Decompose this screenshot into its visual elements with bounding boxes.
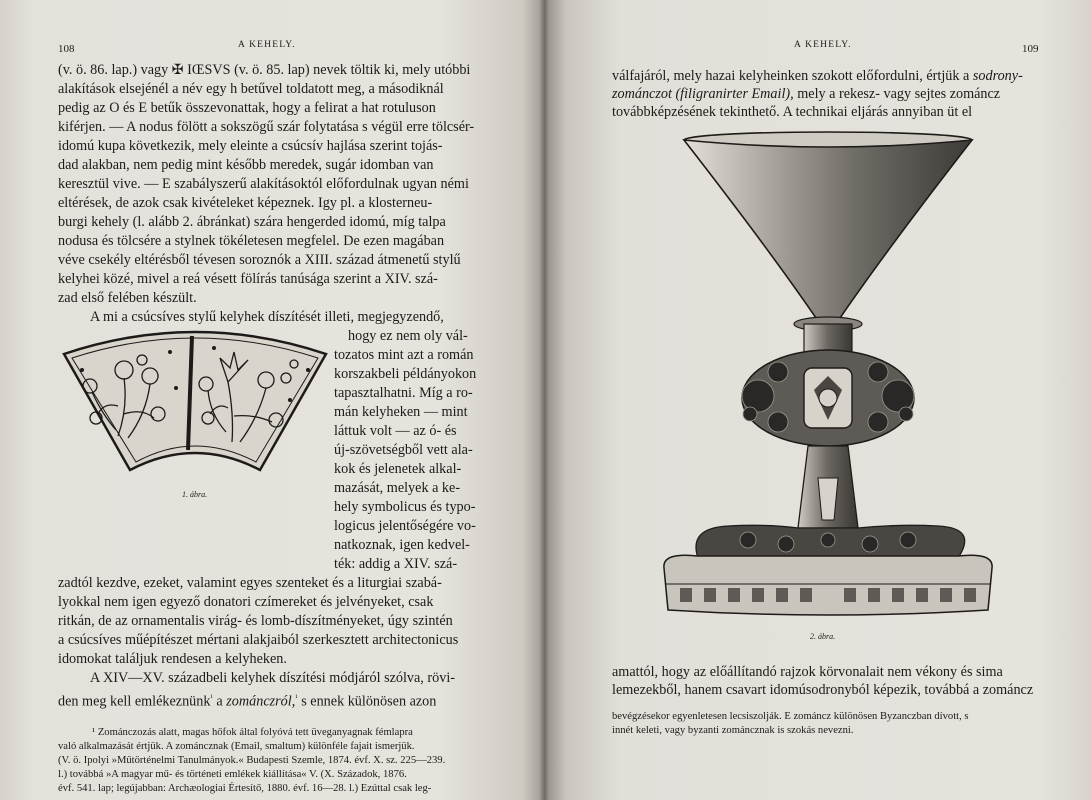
text-line: hogy ez nem oly vál- bbox=[348, 328, 468, 344]
figure-1-enamel-ornament bbox=[58, 318, 332, 500]
text-line: lemezekből, hanem csavart idomúsodronyból képezik, továbbá a zománcz bbox=[612, 682, 1034, 698]
footnote-line: l.) továbbá »A magyar mű- és történeti emlékek kiállítása« V. (X. Századok, 1876. bbox=[58, 769, 407, 780]
text-line: alakítások elsejénél a név egy h betűvel toldatott meg, a másodiknál bbox=[58, 81, 444, 97]
page-number: 109 bbox=[1022, 43, 1039, 55]
book-gutter bbox=[539, 0, 549, 800]
text-line: zadtól kezdve, ezeket, valamint egyes szenteket és a liturgiai szabá- bbox=[58, 575, 442, 591]
footnote-line: (V. ö. Ipolyi »Műtörténelmi Tanulmányok.« Budapesti Szemle, 1874. évf. X. sz. 225—239. bbox=[58, 755, 446, 766]
text-line: láttuk volt — az ó- és bbox=[334, 423, 457, 439]
figure-caption: 2. ábra. bbox=[810, 632, 836, 641]
footnote-line: innét keleti, vagy byzanti zománcznak is szokás nevezni. bbox=[612, 725, 854, 736]
right-page bbox=[544, 0, 1091, 800]
figure-2-gothic-chalice bbox=[658, 128, 998, 628]
text-line: továbbképzésének tekinthető. A technikai eljárás annyiban üt el bbox=[612, 104, 973, 120]
text-line: (v. ö. 86. lap.) vagy ✠ IŒSVS (v. ö. 85. lap) nevek töltik ki, mely utóbbi bbox=[58, 62, 471, 78]
text-line: amattól, hogy az előállítandó rajzok körvonalait nem vékony és sima bbox=[612, 664, 1003, 680]
text-line: véve csekély eltérésből tévesen soroznók a XIII. század átmenetű stylű bbox=[58, 252, 461, 268]
text-line: tapasztalhatni. Míg a ro- bbox=[334, 385, 473, 401]
text-line: eltérések, de azok csak kivételeket képeznek. Igy pl. a klosterneu- bbox=[58, 195, 433, 211]
text-line: burgi kehely (l. alább 2. ábránkat) szára hengerded idomú, míg talpa bbox=[58, 214, 446, 230]
text-line: A mi a csúcsíves stylű kelyhek díszítését illeti, megjegyzendő, bbox=[90, 309, 444, 325]
text-line: zománczot (filigranirter Email), mely a rekesz- vagy sejtes zománcz bbox=[612, 86, 1001, 102]
text-line: kok és jelenetek alkal- bbox=[334, 461, 462, 477]
text-line: mán kelyheken — mint bbox=[334, 404, 468, 420]
footnote-line: bevégzésekor egyenletesen lecsiszolják. E zománcz különösen Byzanczban dívott, s bbox=[612, 711, 969, 722]
text-line: új-szövetségből vett ala- bbox=[334, 442, 473, 458]
text-line: kiférjen. — A nodus fölött a sokszögű szár folytatása s végül erre tölcsér- bbox=[58, 119, 475, 135]
text-line: nodusa és tölcsére a stylnek tökéletesen megfelel. De ezen magában bbox=[58, 233, 445, 249]
footnote-line: ¹ Zománczozás alatt, magas hőfok által folyóvá tett üveganyagnak fémlapra bbox=[92, 727, 413, 738]
footnote-line: évf. 541. lap; legújabban: Archæologiai Értesítő, 1880. évf. 16—28. l.) Ezúttal csak leg- bbox=[58, 783, 432, 794]
text-line: mazását, melyek a ke- bbox=[334, 480, 461, 496]
text-line: idomokat találjuk rendesen a kelyheken. bbox=[58, 651, 287, 667]
text-line: hely symbolicus és typo- bbox=[334, 499, 476, 515]
text-line: dad alakban, nem pedig mint később meredek, sugár idomban van bbox=[58, 157, 434, 173]
text-line: ték: addig a XIV. szá- bbox=[334, 556, 458, 572]
text-line: tozatos mint azt a román bbox=[334, 347, 474, 363]
text-line: den meg kell emlékeznünk$^{^1}$ a zománczról,$^{^1}$ s ennek különösen azon bbox=[58, 693, 437, 710]
text-line: idomú kupa következik, mely eleinte a csúcsív hajlása szerint tojás- bbox=[58, 138, 443, 154]
left-page bbox=[0, 0, 544, 800]
footnote-line: való alkalmazását értjük. A zománcznak (Email, smaltum) különféle fajait ismerjük. bbox=[58, 741, 415, 752]
figure-caption: 1. ábra. bbox=[182, 490, 208, 499]
text-line: válfajáról, mely hazai kelyheinken szokott előfordulni, értjük a sodrony- bbox=[612, 68, 1023, 84]
text-line: ritkán, de az ornamentalis virág- és lomb-díszítményeket, úgy szintén bbox=[58, 613, 453, 629]
running-head: A KEHELY. bbox=[794, 40, 852, 50]
text-line: a csúcsíves műépítészet mértani alakjaiból szerkesztett architectonicus bbox=[58, 632, 459, 648]
text-line: A XIV—XV. századbeli kelyhek díszítési módjáról szólva, rövi- bbox=[90, 670, 455, 686]
text-line: zad első felében készült. bbox=[58, 290, 197, 306]
text-line: pedig az O és E betűk összevonattak, hogy a felirat a hat rotuluson bbox=[58, 100, 436, 116]
text-line: korszakbeli példányokon bbox=[334, 366, 477, 382]
text-line: keresztül vive. — E szabályszerű alakításoktól előfordulnak ugyan némi bbox=[58, 176, 469, 192]
text-line: natkoznak, igen kedvel- bbox=[334, 537, 470, 553]
text-line: lyokkal nem igen egyező donatori czímereket és jelvényeket, csak bbox=[58, 594, 434, 610]
text-line: kelyhei közé, mivel a reá vésett fölírás tanúsága szerint a XIV. szá- bbox=[58, 271, 438, 287]
running-head: A KEHELY. bbox=[238, 40, 296, 50]
text-line: logicus jelentőségére vo- bbox=[334, 518, 476, 534]
page-number: 108 bbox=[58, 43, 75, 55]
